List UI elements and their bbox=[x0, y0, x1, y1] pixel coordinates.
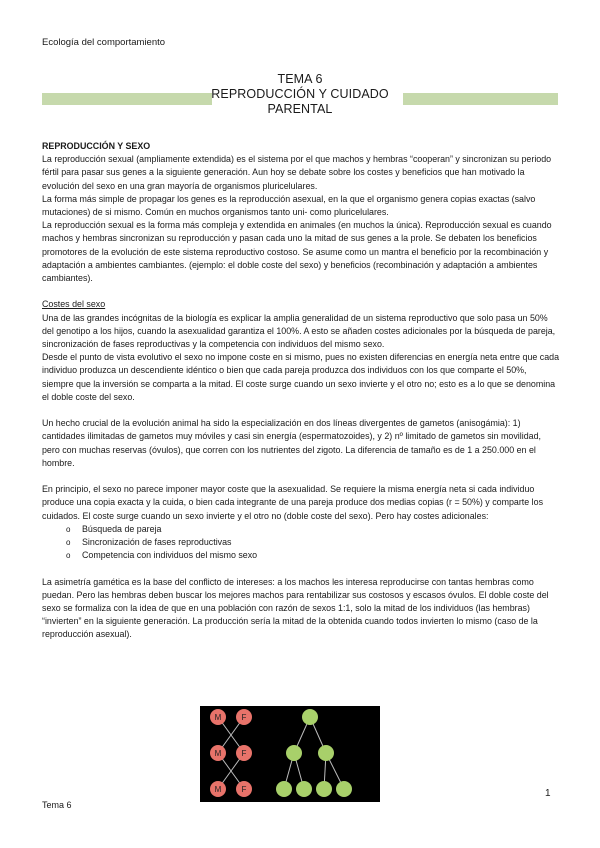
list-item bbox=[66, 523, 560, 536]
paragraph: La reproducción sexual (ampliamente extendida) es el sistema por el que machos y hembras “cooperan” y sincronizan su periodo fértil para pasar sus genes a la siguiente generación. Aun hoy se debate sobre los costes y beneficios que han motivado la evolución del sexo en una gran mayoría de organismos pluricelulares. bbox=[42, 154, 552, 191]
asexual-reproduction-tree bbox=[276, 709, 352, 797]
cost-list bbox=[42, 523, 560, 563]
paragraph: Una de las grandes incógnitas de la biología es explicar la amplia generalidad de un sistema reproductivo que solo pasa un 50% del genotipo a los hijos, cuando la asexualidad garantiza el 100%. A esto se añaden costes adicionales por la búsqueda de pareja, sincronización de fases reproductivas y la competencia con individuos del mismo sexo. bbox=[42, 312, 556, 350]
page-title bbox=[0, 72, 600, 117]
list-item-text: Búsqueda de pareja bbox=[82, 523, 162, 534]
title-line-2: REPRODUCCIÓN Y CUIDADO bbox=[211, 87, 389, 101]
paragraph: La forma más simple de propagar los genes es la reproducción asexual, en la que el organismo genera copias exactas (salvo mutaciones) de si mismo. Común en muchos organismos tanto uni- como pluricelulares. bbox=[42, 193, 536, 218]
paragraph: La reproducción sexual es la forma más compleja y extendida en animales (en muchos la única). Reproducción sexual es cuando machos y hembras sincronizan su reproducción y pasan cada uno la mitad de sus genes a la prole. Se debaten los beneficios promotores de la evolución de este sistema reproductivo costoso. Se asume como un mantra el beneficio por la recombinación y adaptación a ambientes cambiantes. (ejemplo: el doble coste del sexo) y beneficios (recombinación y adaptación a ambientes cambiantes). bbox=[42, 220, 552, 284]
list-item bbox=[66, 536, 560, 549]
paragraph: Desde el punto de vista evolutivo el sexo no impone coste en si mismo, pues no existen diferencias en energía neta entre que cada individuo produzca un descendiente idéntico o bien que cada pareja produzca dos individuos con los que comparte el 50%, siempre que la inversión se comparta a la mitad. El coste surge cuando un sexo invierte y el otro no; esto es a lo que se denomina el doble coste del sexo. bbox=[42, 352, 560, 402]
page-number: 1 bbox=[545, 788, 551, 799]
asexual-node bbox=[276, 781, 292, 797]
asexual-node bbox=[296, 781, 312, 797]
circle-bullet-icon: o bbox=[66, 551, 71, 561]
document-body bbox=[42, 140, 560, 642]
paragraph: En principio, el sexo no parece imponer mayor coste que la asexualidad. Se requiere la misma energía neta si cada individuo produce una copia exacta y la cuida, o bien cada integrante de una pareja produce dos medias copias (r = 50%) y comparte los cuidados. El coste surge cuando un sexo invierte y el otro no (doble coste del sexo). Pero hay costes adicionales: bbox=[42, 484, 544, 521]
asexual-node bbox=[302, 709, 318, 725]
female-node-label: F bbox=[241, 713, 247, 722]
sexual-reproduction-tree bbox=[210, 709, 252, 797]
running-header: Ecología del comportamiento bbox=[42, 37, 166, 48]
title-line-1: TEMA 6 bbox=[277, 72, 323, 86]
paragraph: La asimetría gamética es la base del conflicto de intereses: a los machos les interesa reproducirse con tantas hembras como puedan. Pero las hembras deben buscar los mejores machos para rentabilizar sus costosos y escasos óvulos. El doble coste del sexo se formaliza con la idea de que en una población con razón de sexos 1:1, solo la mitad de los individuos (las hembras) “invierten” en la siguiente generación. La producción sería la mitad de la obtenida cuando todos invierten lo mismo (caso de la reproducción asexual). bbox=[42, 576, 549, 640]
female-node-label: F bbox=[241, 749, 247, 758]
asexual-node bbox=[318, 745, 334, 761]
reproduction-diagram-svg bbox=[200, 706, 380, 802]
asexual-node bbox=[286, 745, 302, 761]
running-footer: Tema 6 bbox=[42, 800, 72, 810]
male-node-label: M bbox=[214, 785, 222, 794]
reproduction-diagram bbox=[200, 706, 380, 802]
section-heading-costes: Costes del sexo bbox=[42, 299, 106, 310]
list-item-text: Sincronización de fases reproductivas bbox=[82, 537, 232, 548]
section-heading-reproduccion: REPRODUCCIÓN Y SEXO bbox=[42, 141, 151, 151]
circle-bullet-icon: o bbox=[66, 538, 71, 548]
male-node-label: M bbox=[214, 749, 222, 758]
list-item bbox=[66, 549, 560, 562]
title-line-3: PARENTAL bbox=[267, 102, 333, 116]
asexual-node bbox=[316, 781, 332, 797]
circle-bullet-icon: o bbox=[66, 524, 71, 534]
female-node-label: F bbox=[241, 785, 247, 794]
asexual-node bbox=[336, 781, 352, 797]
list-item-text: Competencia con individuos del mismo sexo bbox=[82, 550, 258, 561]
male-node-label: M bbox=[214, 713, 222, 722]
paragraph: Un hecho crucial de la evolución animal ha sido la especialización en dos líneas divergentes de gametos (anisogámia): 1) cantidades ilimitadas de gametos muy móviles y casi sin energía (espermatozoides), y 2) nº limitado de gametos sin movilidad, pero con muchas reservas (óvulos), que corren con los nutrientes del zigoto. La diferencia de tamaño es de 1 a 250.000 en el hombre. bbox=[42, 418, 541, 468]
